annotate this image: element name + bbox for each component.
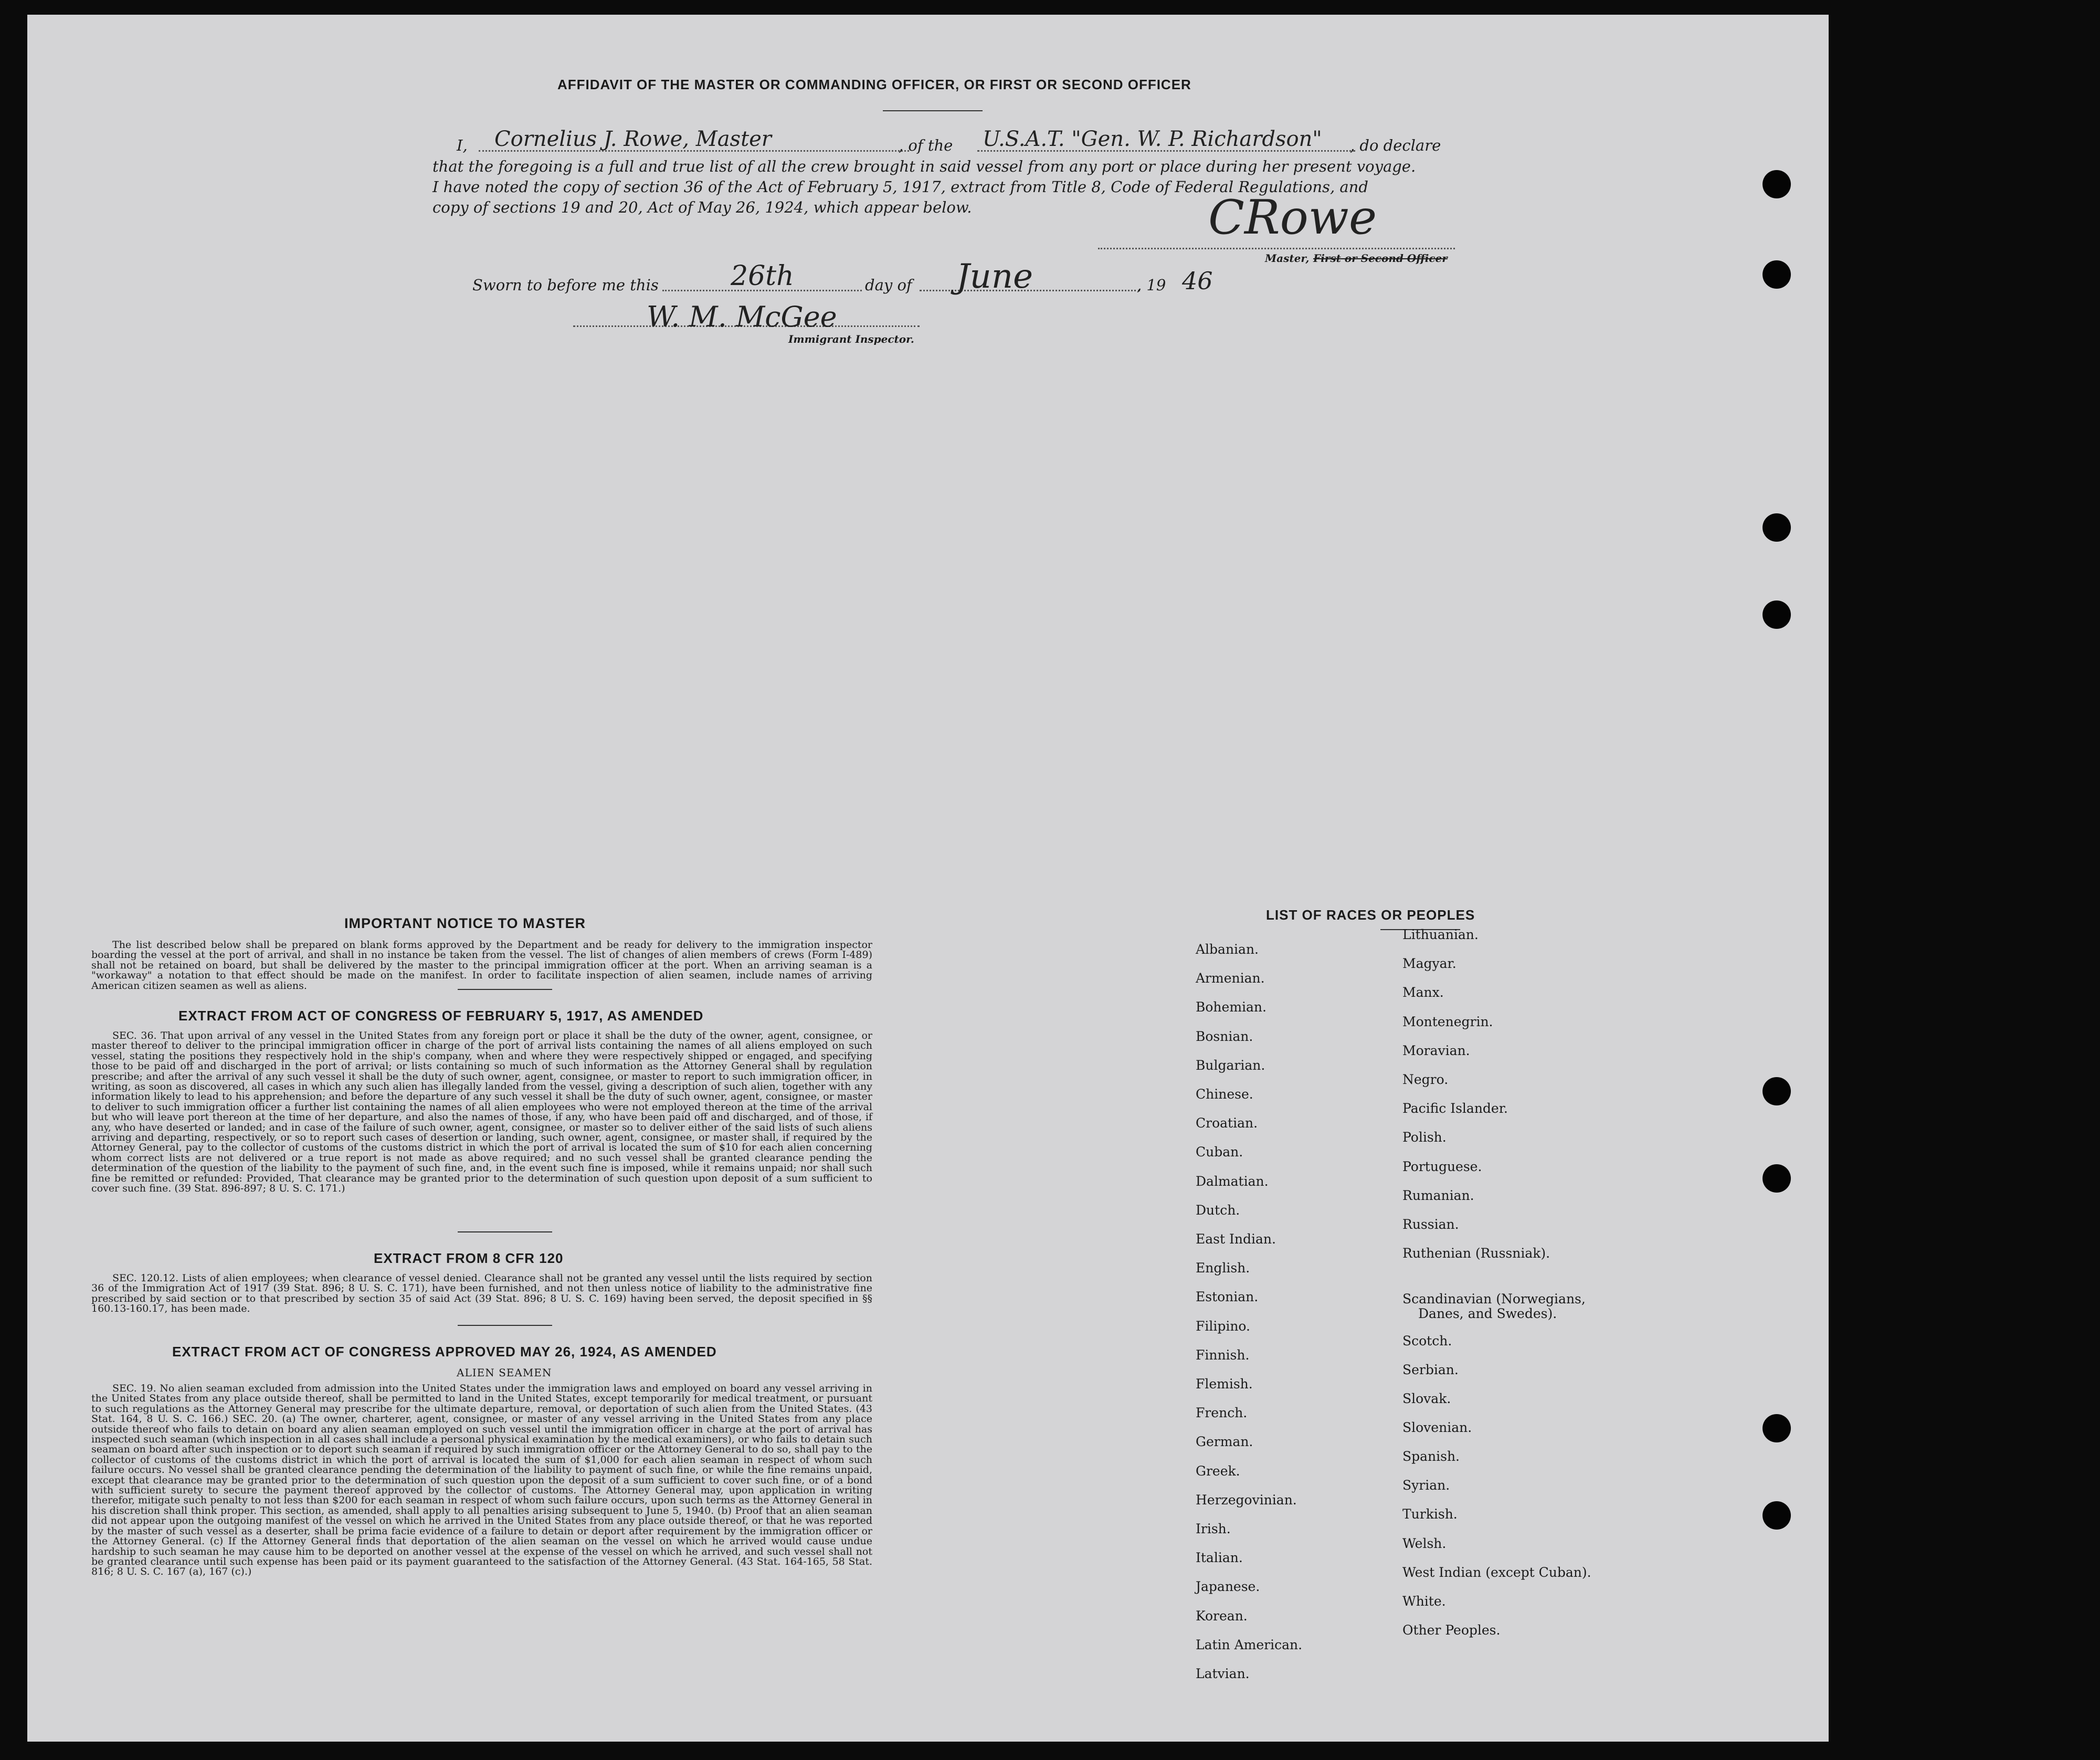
extract-1924-subtitle: ALIEN SEAMEN xyxy=(457,1366,552,1379)
race-item: Danes, and Swedes). xyxy=(1418,1306,1557,1321)
signer-label-master: Master, xyxy=(1265,252,1310,265)
race-item: Magyar. xyxy=(1402,956,1457,971)
extract-1917-body: SEC. 36. That upon arrival of any vessel in the United States from any foreign port or place it shall be the duty of the owner, agent, consignee, or master thereof to deliver to the principal immigration officer in charge of the port of arrival lists containing the names of all aliens employed on such vessel, stating the positions they respectively hold in the ship's company, when and where they were respectively shipped or engaged, and specifying those to be paid off and discharged in the port of arrival; or lists containing so much of such information as the Attorney General shall by regulation prescribe; and after the arrival of any such vessel it shall be the duty of such owner, agent, consignee, or master to report to such immigration officer, in writing, as soon as discovered, all cases in which any such alien has illegally landed from the vessel, giving a description of such alien, together with any information likely to lead to his apprehension; and before the departure of any such vessel it shall be the duty of such owner, agent, consignee, or master to deliver to such immigration officer a further list containing the names of all alien employees who were not employed thereon at the time of the arrival but who will leave port thereon at the time of her departure, and also the names of those, if any, who have been paid off and discharged, and of those, if any, who have deserted or landed; and in case of the failure of such owner, agent, consignee, or master so to deliver either of the said lists of such aliens arriving and departing, respectively, or so to report such cases of desertion or landing, such owner, agent, consignee, or master shall, if required by the Attorney General, pay to the collector of customs of the customs district in which the port of arrival is located the sum of $10 for each alien concerning whom correct lists are not delivered or a true report is not made as above required; and no such vessel shall be granted clearance pending the determination of the question of the liability to the payment of such fine, and, in the event such fine is imposed, while it remains unpaid; nor shall such fine be remitted or refunded: Provided, That clearance may be granted prior to the determination of such question upon deposit of a sum sufficient to cover such fine. (39 Stat. 896-897; 8 U. S. C. 171.) xyxy=(91,1030,872,1195)
notice-rule xyxy=(458,989,552,990)
extract-1917-title: EXTRACT FROM ACT OF CONGRESS OF FEBRUARY 5, 1917, AS AMENDED xyxy=(178,1008,704,1024)
race-item: Flemish. xyxy=(1196,1376,1253,1392)
signature-blank xyxy=(1098,248,1455,249)
affidavit-title-rule xyxy=(883,110,983,111)
binder-hole-2 xyxy=(1763,260,1791,289)
day-handwritten: 26th xyxy=(731,260,794,292)
race-item: Albanian. xyxy=(1196,942,1259,957)
affidavit-line-3: I have noted the copy of section 36 of the Act of February 5, 1917, extract from Title 8, Code of Federal Regulations, and xyxy=(432,178,1368,196)
race-item: Welsh. xyxy=(1402,1536,1447,1551)
race-item: Latin American. xyxy=(1196,1637,1303,1652)
race-item: White. xyxy=(1402,1594,1446,1609)
race-item: Portuguese. xyxy=(1402,1159,1482,1174)
race-item: Slovak. xyxy=(1402,1391,1451,1406)
race-item: Finnish. xyxy=(1196,1347,1250,1363)
race-item: Cuban. xyxy=(1196,1144,1243,1160)
races-title: LIST OF RACES OR PEOPLES xyxy=(1266,907,1475,923)
race-item: Armenian. xyxy=(1196,971,1265,986)
race-item: Croatian. xyxy=(1196,1115,1258,1131)
race-item: Pacific Islander. xyxy=(1402,1101,1508,1116)
race-item: Polish. xyxy=(1402,1130,1447,1145)
binder-hole-7 xyxy=(1763,1414,1791,1442)
sworn-text: Sworn to before me this xyxy=(472,276,659,294)
master-name-handwritten: Cornelius J. Rowe, Master xyxy=(494,127,772,151)
race-item: Manx. xyxy=(1402,985,1444,1000)
notice-body: The list described below shall be prepared on blank forms approved by the Department and be ready for delivery to the immigration inspector boarding the vessel at the port of arrival, and shall in no instance be taken from the vessel. The list of changes of alien members of crews (Form I-489) shall not be retained on board, but shall be delivered by the master to the principal immigration officer at the port. When an arriving seaman is a "workaway" a notation to that effect should be made on the manifest. In order to facilitate inspection of alien seamen, include names of arriving American citizen seamen as well as aliens. xyxy=(91,939,872,992)
affidavit-do-declare: , do declare xyxy=(1350,136,1441,154)
race-item: West Indian (except Cuban). xyxy=(1402,1565,1591,1580)
affidavit-pre-i: I, xyxy=(457,136,468,154)
extract-cfr-body: SEC. 120.12. Lists of alien employees; when clearance of vessel denied. Clearance shall not be granted any vessel until the lists required by section 36 of the Immigration Act of 1917 (39 Stat. 896; 8 U. S. C. 171), have been furnished, and not then unless notice of liability to the administrative fine prescribed by said section or to that prescribed by section 35 of said Act (39 Stat. 896; 8 U. S. C. 169) having been served, the deposit specified in §§ 160.13-160.17, has been made. xyxy=(91,1272,872,1315)
document-page xyxy=(27,15,1829,1742)
signer-label-officer: First or Second Officer xyxy=(1313,252,1448,265)
race-item: Dalmatian. xyxy=(1196,1173,1269,1189)
race-item: Bohemian. xyxy=(1196,999,1267,1015)
race-item: Filipino. xyxy=(1196,1318,1250,1334)
notice-title: IMPORTANT NOTICE TO MASTER xyxy=(344,915,586,931)
month-handwritten: June xyxy=(956,257,1033,296)
race-item: Rumanian. xyxy=(1402,1188,1474,1203)
binder-hole-3 xyxy=(1763,513,1791,542)
binder-hole-1 xyxy=(1763,170,1791,198)
race-item: Greek. xyxy=(1196,1463,1240,1479)
race-item: Scotch. xyxy=(1402,1333,1452,1348)
race-item: Chinese. xyxy=(1196,1087,1253,1102)
race-item: Dutch. xyxy=(1196,1202,1240,1218)
affidavit-line-2: that the foregoing is a full and true list of all the crew brought in said vessel from any port or place during her present voyage. xyxy=(432,157,1416,175)
binder-hole-5 xyxy=(1763,1077,1791,1105)
extract-cfr-title: EXTRACT FROM 8 CFR 120 xyxy=(374,1250,564,1266)
race-item: German. xyxy=(1196,1434,1253,1450)
race-item: Ruthenian (Russniak). xyxy=(1402,1246,1550,1261)
race-item: Italian. xyxy=(1196,1550,1243,1566)
race-item: Syrian. xyxy=(1402,1478,1450,1493)
extract-1924-body: SEC. 19. No alien seaman excluded from admission into the United States under the immigration laws and employed on board any vessel arriving in the United States from any place outside thereof, shall be permitted to land in the United States, except temporarily for medical treatment, or pursuant to such regulations as the Attorney General may prescribe for the ultimate departure, removal, or deportation of such alien from the United States. (43 Stat. 164, 8 U. S. C. 166.) SEC. 20. (a) The owner, charterer, agent, consignee, or master of any vessel arriving in the United States from any place outside thereof who fails to detain on board any alien seaman employed on such vessel until the immigration officer in charge at the port of arrival has inspected such seaman (which inspection in all cases shall include a personal physical examination by the medical examiners), or who fails to detain such seaman on board after such inspection or to deport such seaman if required by such immigration officer or the Attorney General to do so, shall pay to the collector of customs of the customs district in which the port of arrival is located the sum of $1,000 for each alien seaman in respect of whom such failure occurs. No vessel shall be granted clearance pending the determination of the liability to payment of such fine, or while the fine remains unpaid, except that clearance may be granted prior to the determination of such question upon the deposit of a sum sufficient to cover such fine, or of a bond with sufficient surety to secure the payment thereof approved by the collector of customs. The Attorney General may, upon application in writing therefor, mitigate such penalty to not less than $200 for each seaman in respect of whom such failure occurs, upon such terms as the Attorney General in his discretion shall think proper. This section, as amended, shall apply to all penalties arising subsequent to June 5, 1940. (b) Proof that an alien seaman did not appear upon the outgoing manifest of the vessel on which he arrived in the United States from any place outside thereof, or that he was reported by the master of such vessel as a deserter, shall be prima facie evidence of a failure to detain or deport after requirement by the immigration officer or the Attorney General. (c) If the Attorney General finds that deportation of the alien seaman on the vessel on which he arrived would cause undue hardship to such seaman he may cause him to be deported on another vessel at the expense of the vessel on which he arrived, and such vessel shall not be granted clearance until such expense has been paid or its payment guaranteed to the satisfaction of the Attorney General. (43 Stat. 164-165, 58 Stat. 816; 8 U. S. C. 167 (a), 167 (c).) xyxy=(91,1383,872,1578)
extract-1924-title: EXTRACT FROM ACT OF CONGRESS APPROVED MAY 26, 1924, AS AMENDED xyxy=(172,1344,717,1359)
vessel-name-handwritten: U.S.A.T. "Gen. W. P. Richardson" xyxy=(983,127,1322,151)
race-item: Serbian. xyxy=(1402,1362,1459,1377)
race-item: Irish. xyxy=(1196,1521,1231,1536)
race-item: Moravian. xyxy=(1402,1043,1470,1058)
race-item: Russian. xyxy=(1402,1217,1459,1232)
race-item: Estonian. xyxy=(1196,1289,1259,1305)
affidavit-line-4: copy of sections 19 and 20, Act of May 26, 1924, which appear below. xyxy=(432,198,972,216)
inspector-signature: W. M. McGee xyxy=(647,300,837,333)
race-item: Korean. xyxy=(1196,1608,1248,1624)
extract-1917-rule xyxy=(458,1231,552,1232)
race-item: French. xyxy=(1196,1405,1248,1421)
extract-cfr-rule xyxy=(458,1325,552,1326)
race-item: Bosnian. xyxy=(1196,1028,1253,1044)
race-item: Herzegovinian. xyxy=(1196,1492,1297,1508)
master-signature: CRowe xyxy=(1208,190,1377,245)
race-item: Latvian. xyxy=(1196,1666,1250,1681)
binder-hole-6 xyxy=(1763,1164,1791,1193)
race-item: English. xyxy=(1196,1260,1250,1276)
race-item: Negro. xyxy=(1402,1072,1449,1087)
day-of-text: day of xyxy=(865,276,912,294)
binder-hole-4 xyxy=(1763,600,1791,629)
affidavit-of-the: , of the xyxy=(899,136,953,154)
race-item: East Indian. xyxy=(1196,1231,1276,1247)
race-item: Turkish. xyxy=(1402,1506,1458,1522)
race-item: Slovenian. xyxy=(1402,1420,1472,1435)
race-item: Other Peoples. xyxy=(1402,1622,1501,1638)
year-handwritten: 46 xyxy=(1182,267,1213,295)
race-item: Spanish. xyxy=(1402,1449,1460,1464)
race-item: Japanese. xyxy=(1196,1579,1260,1595)
inspector-label: Immigrant Inspector. xyxy=(788,333,914,345)
binder-hole-8 xyxy=(1763,1501,1791,1530)
affidavit-title: AFFIDAVIT OF THE MASTER OR COMMANDING OFFICER, OR FIRST OR SECOND OFFICER xyxy=(557,77,1191,92)
race-item: Bulgarian. xyxy=(1196,1057,1265,1073)
race-item: Lithuanian. xyxy=(1402,927,1479,942)
year-prefix: , 19 xyxy=(1137,276,1166,294)
race-item: Scandinavian (Norwegians, xyxy=(1402,1291,1586,1306)
race-item: Montenegrin. xyxy=(1402,1014,1493,1029)
